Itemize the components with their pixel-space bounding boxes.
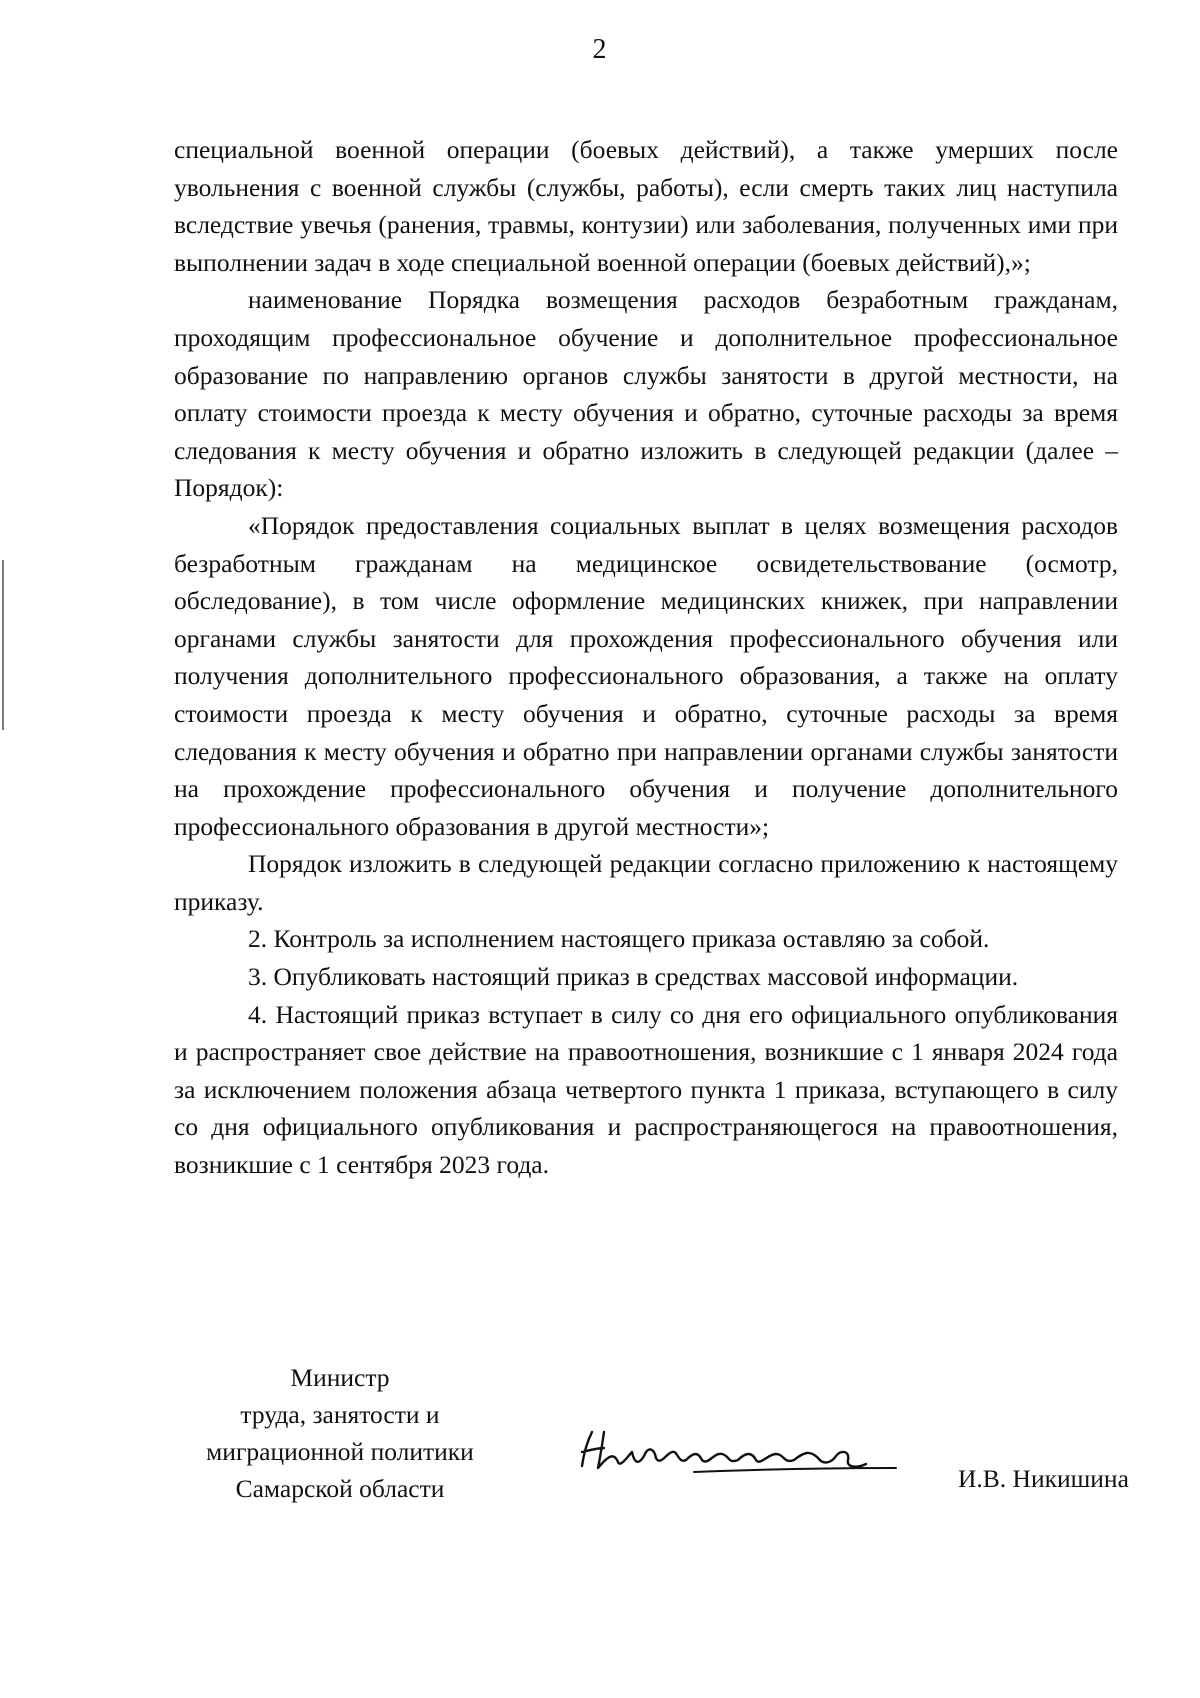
signatory-title-line: Самарской области — [235, 1474, 445, 1503]
document-body — [174, 131, 1118, 1184]
signatory-title-block — [160, 1359, 520, 1507]
signatory-title-line: Министр — [290, 1363, 390, 1392]
signatory-title-line: труда, занятости и — [240, 1400, 440, 1429]
signatory-title-line: миграционной политики — [206, 1437, 474, 1466]
signatory-name: И.В. Никишина — [958, 1464, 1129, 1493]
paragraph-item-3: 3. Опубликовать настоящий приказ в средствах массовой информации. — [248, 962, 1019, 992]
paragraph-order-restatement: Порядок изложить в следующей редакции согласно приложению к настоящему приказу. — [174, 849, 1118, 916]
paragraph-continuation: специальной военной операции (боевых действий), а также умерших после увольнения с военной службы (службы, работы), если смерть таких лиц наступила вследствие увечья (ранения, травмы, контузии) или заболевания, полученных ими при выполнении задач в ходе специальной военной операции (боевых действий),»; — [174, 135, 1118, 277]
paragraph-new-order-title: «Порядок предоставления социальных выплат в целях возмещения расходов безработным гражданам на медицинское освидетельствование (осмотр, обследование), в том числе оформление медицинских книжек, при направлении органами службы занятости для прохождения профессионального обучения или получения дополнительного профессионального образования, а также на оплату стоимости проезда к месту обучения и обратно, суточные расходы за время следования к месту обучения и обратно при направлении органами службы занятости на прохождение профессионального обучения и получение дополнительного профессионального образования в другой местности»; — [174, 510, 1118, 841]
paragraph-item-2: 2. Контроль за исполнением настоящего приказа оставляю за собой. — [248, 924, 990, 954]
scan-edge-mark — [2, 560, 4, 730]
handwritten-signature — [574, 1422, 904, 1482]
page-number: 2 — [592, 34, 608, 65]
paragraph-order-name-change: наименование Порядка возмещения расходов безработным гражданам, проходящим профессиональное обучение и дополнительное профессиональное образование по направлению органов службы занятости в другой местности, на оплату стоимости проезда к месту обучения и обратно, суточные расходы за время следования к месту обучения и обратно изложить в следующей редакции (далее – Порядок): — [174, 285, 1118, 503]
paragraph-item-4: 4. Настоящий приказ вступает в силу со дня его официального опубликования и распространяет свое действие на правоотношения, возникшие с 1 января 2024 года за исключением положения абзаца четвертого пункта 1 приказа, вступающего в силу со дня официального опубликования и распространяющегося на правоотношения, возникшие с 1 сентября 2023 года. — [174, 999, 1118, 1180]
